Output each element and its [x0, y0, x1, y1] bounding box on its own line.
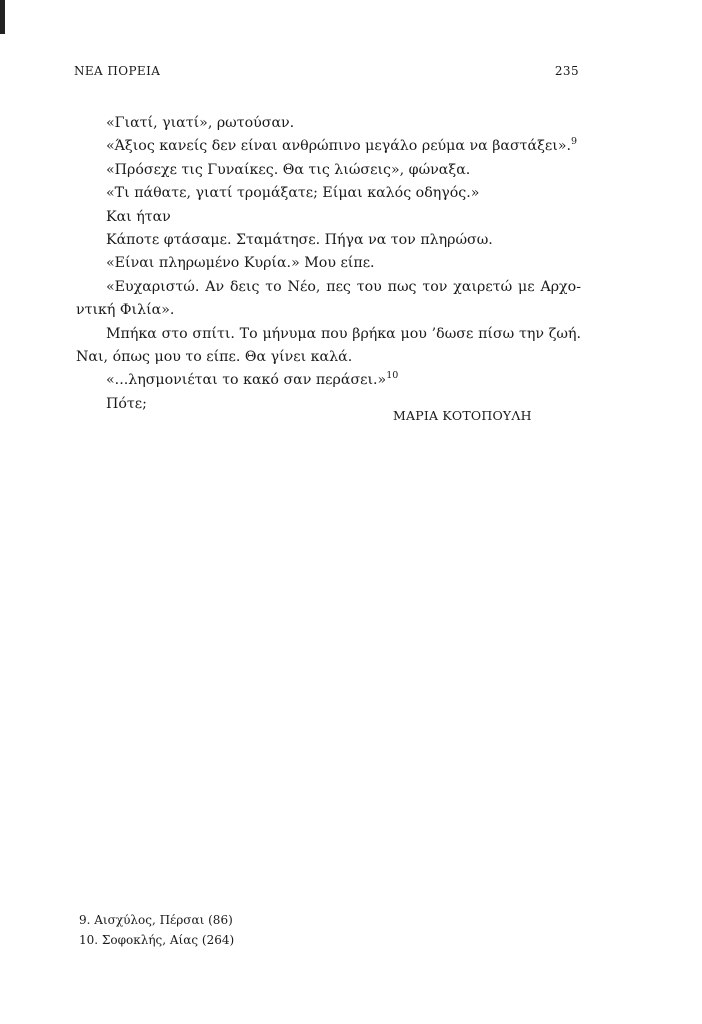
page-edge-mark	[0, 0, 5, 34]
paragraph	[76, 276, 581, 323]
paragraph-text: Και ήταν	[106, 208, 171, 225]
paragraph-text: «Ευχαριστώ. Αν δεις το Νέο, πες του πως τον χαιρετώ με Αρχο-ντική Φιλία».	[76, 278, 581, 319]
paragraph	[76, 323, 581, 370]
page-header	[74, 64, 579, 84]
footnote-ref: 10	[386, 370, 399, 382]
paragraph-text: Πότε;	[106, 395, 147, 412]
paragraph	[76, 369, 581, 392]
paragraph	[76, 252, 581, 275]
paragraph	[76, 206, 581, 229]
journal-title: ΝΕΑ ΠΟΡΕΙΑ	[74, 64, 161, 78]
paragraph-text: «Τι πάθατε, γιατί τρομάξατε; Είμαι καλός οδηγός.»	[106, 185, 480, 202]
paragraph-text: Μπήκα στο σπίτι. Το μήνυμα που βρήκα μου ’δωσε πίσω την ζωή. Ναι, όπως μου το είπε. Θα γίνει καλά.	[76, 325, 581, 366]
paragraph	[76, 229, 581, 252]
footnote: 10. Σοφοκλής, Αίας (264)	[79, 933, 235, 947]
body-text	[76, 112, 581, 416]
paragraph-text: «...λησμονιέται το κακό σαν περάσει.»	[106, 372, 387, 389]
author-signature: ΜΑΡΙΑ ΚΟΤΟΠΟΥΛΗ	[393, 408, 532, 423]
footnotes	[79, 910, 234, 950]
paragraph-text: «Πρόσεχε τις Γυναίκες. Θα τις λιώσεις», φώναξα.	[106, 161, 471, 178]
paragraph-text: «Γιατί, γιατί», ρωτούσαν.	[106, 115, 295, 131]
paragraph-text: «Είναι πληρωμένο Κυρία.» Μου είπε.	[106, 255, 375, 272]
paragraph-text: Κάποτε φτάσαμε. Σταμάτησε. Πήγα να τον πληρώσω.	[106, 232, 493, 249]
paragraph	[76, 159, 581, 182]
footnote: 9. Αισχύλος, Πέρσαι (86)	[79, 913, 233, 927]
paragraph	[76, 182, 581, 205]
page-number: 235	[554, 64, 579, 78]
paragraph	[76, 112, 581, 135]
footnote-ref: 9	[571, 136, 578, 148]
paragraph-text: «Άξιος κανείς δεν είναι ανθρώπινο μεγάλο ρεύμα να βαστάξει».	[106, 138, 572, 155]
paragraph	[76, 135, 581, 158]
